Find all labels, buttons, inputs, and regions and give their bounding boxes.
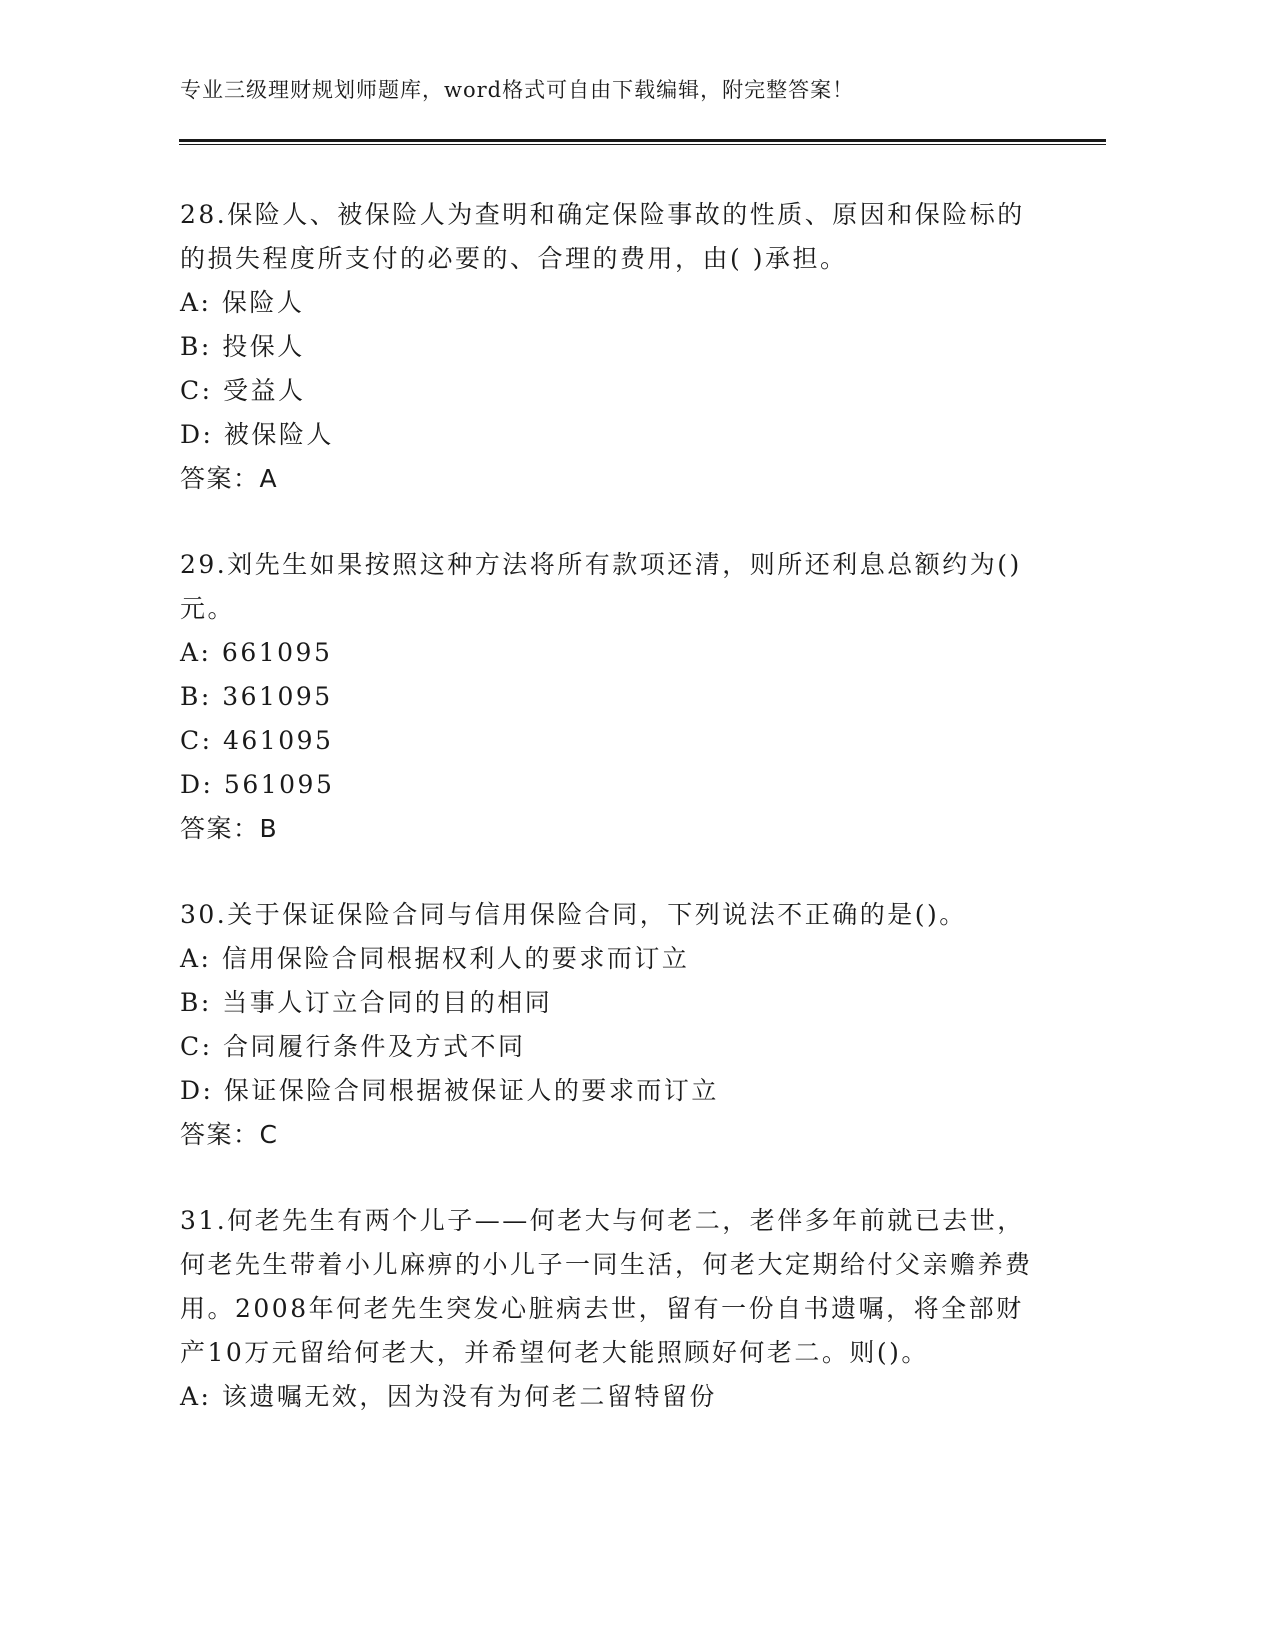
option-a: A: 该遗嘱无效，因为没有为何老二留特留份 [180, 1382, 717, 1411]
option-d: D: 561095 [180, 770, 335, 799]
option-b: B: 投保人 [180, 332, 305, 361]
page-header: 专业三级理财规划师题库，word格式可自由下载编辑，附完整答案！ [180, 78, 855, 102]
question-28 [180, 193, 1040, 501]
question-stem: 28.保险人、被保险人为查明和确定保险事故的性质、原因和保险标的的损失程度所支付的必要的、合理的费用，由( )承担。 [180, 200, 1025, 273]
question-stem: 31.何老先生有两个儿子——何老大与何老二，老伴多年前就已去世，何老先生带着小儿麻痹的小儿子一同生活，何老大定期给付父亲赡养费用。2008年何老先生突发心脏病去世，留有一份自书遗嘱，将全部财产10万元留给何老大，并希望何老大能照顾好何老二。则()。 [180, 1206, 1033, 1367]
option-d: D: 被保险人 [180, 420, 334, 449]
answer: 答案：C [180, 1120, 279, 1149]
question-31 [180, 1199, 1040, 1419]
option-c: C: 受益人 [180, 376, 306, 405]
header-divider [179, 139, 1106, 145]
option-c: C: 合同履行条件及方式不同 [180, 1032, 526, 1061]
option-d: D: 保证保险合同根据被保证人的要求而订立 [180, 1076, 719, 1105]
answer: 答案：A [180, 464, 279, 493]
option-b: B: 361095 [180, 682, 333, 711]
question-list [180, 193, 1040, 1419]
option-a: A: 保险人 [180, 288, 305, 317]
answer: 答案：B [180, 814, 279, 843]
question-spacer [180, 851, 1040, 893]
option-c: C: 461095 [180, 726, 334, 755]
option-a: A: 信用保险合同根据权利人的要求而订立 [180, 944, 690, 973]
option-a: A: 661095 [180, 638, 333, 667]
question-30 [180, 893, 1040, 1157]
question-29 [180, 543, 1040, 851]
question-spacer [180, 501, 1040, 543]
question-stem: 29.刘先生如果按照这种方法将所有款项还清，则所还利息总额约为()元。 [180, 550, 1022, 623]
question-stem: 30.关于保证保险合同与信用保险合同，下列说法不正确的是()。 [180, 900, 967, 929]
option-b: B: 当事人订立合同的目的相同 [180, 988, 553, 1017]
question-spacer [180, 1157, 1040, 1199]
